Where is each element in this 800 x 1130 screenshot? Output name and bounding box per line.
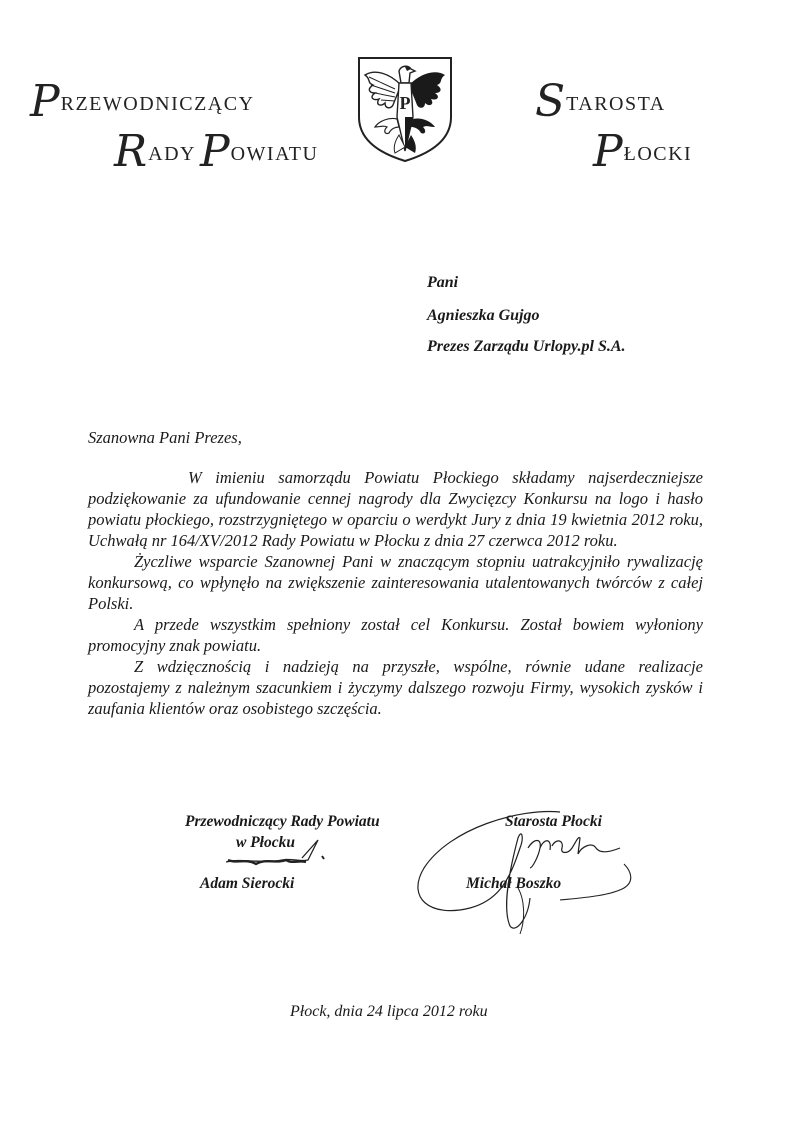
- signature-right-title: Starosta Płocki: [505, 813, 602, 830]
- letterhead-left-line1: PRZEWODNICZĄCY: [30, 76, 255, 127]
- paragraph: W imieniu samorządu Powiatu Płockiego składamy najserdeczniejsze podziękowanie za ufundowanie cennej nagrody dla Zwycięzcy Konkursu na logo i hasło powiatu płockiego, rozstrzygniętego w oparciu o werdykt Jury z dnia 19 kwietnia 2012 roku, Uchwałą nr 164/XV/2012 Rady Powiatu w Płocku z dnia 27 czerwca 2012 roku.: [88, 468, 703, 550]
- svg-text:P: P: [399, 93, 411, 113]
- letterhead-left-line2: RADYPOWIATU: [114, 126, 319, 177]
- paragraph: Życzliwe wsparcie Szanownej Pani w znaczącym stopniu uatrakcyjniło rywalizację konkursową, co wpłynęło na zwiększenie zainteresowania utalentowanych twórców z całej Polski.: [88, 552, 703, 613]
- addressee-position: Prezes Zarządu Urlopy.pl S.A.: [427, 338, 626, 355]
- paragraph: A przede wszystkim spełniony został cel Konkursu. Został bowiem wyłoniony promocyjny znak powiatu.: [88, 615, 703, 655]
- greeting: Szanowna Pani Prezes,: [88, 428, 242, 447]
- place-date: Płock, dnia 24 lipca 2012 roku: [290, 1003, 488, 1020]
- addressee-name: Agnieszka Gujgo: [427, 307, 540, 324]
- letter-body: [88, 467, 703, 719]
- letterhead-right: [535, 76, 755, 177]
- signature-left-title-line2: w Płocku: [236, 834, 295, 851]
- signature-right-name: Michał Boszko: [466, 875, 562, 892]
- signature-left-name: Adam Sierocki: [200, 875, 295, 892]
- letterhead-right-line2: PŁOCKI: [593, 126, 693, 177]
- addressee-title: Pani: [427, 274, 459, 291]
- coat-of-arms-eagle-icon: [355, 55, 455, 163]
- letterhead-right-line1: STAROSTA: [535, 76, 666, 127]
- letterhead-left: [30, 76, 350, 177]
- signature-left-title: Przewodniczący Rady Powiatu: [185, 813, 380, 830]
- paragraph: Z wdzięcznością i nadzieją na przyszłe, wspólne, równie udane realizacje pozostajemy z należnym szacunkiem i życzymy dalszego rozwoju Firmy, wysokich zysków i zaufania klientów oraz osobistego szczęścia.: [88, 657, 703, 718]
